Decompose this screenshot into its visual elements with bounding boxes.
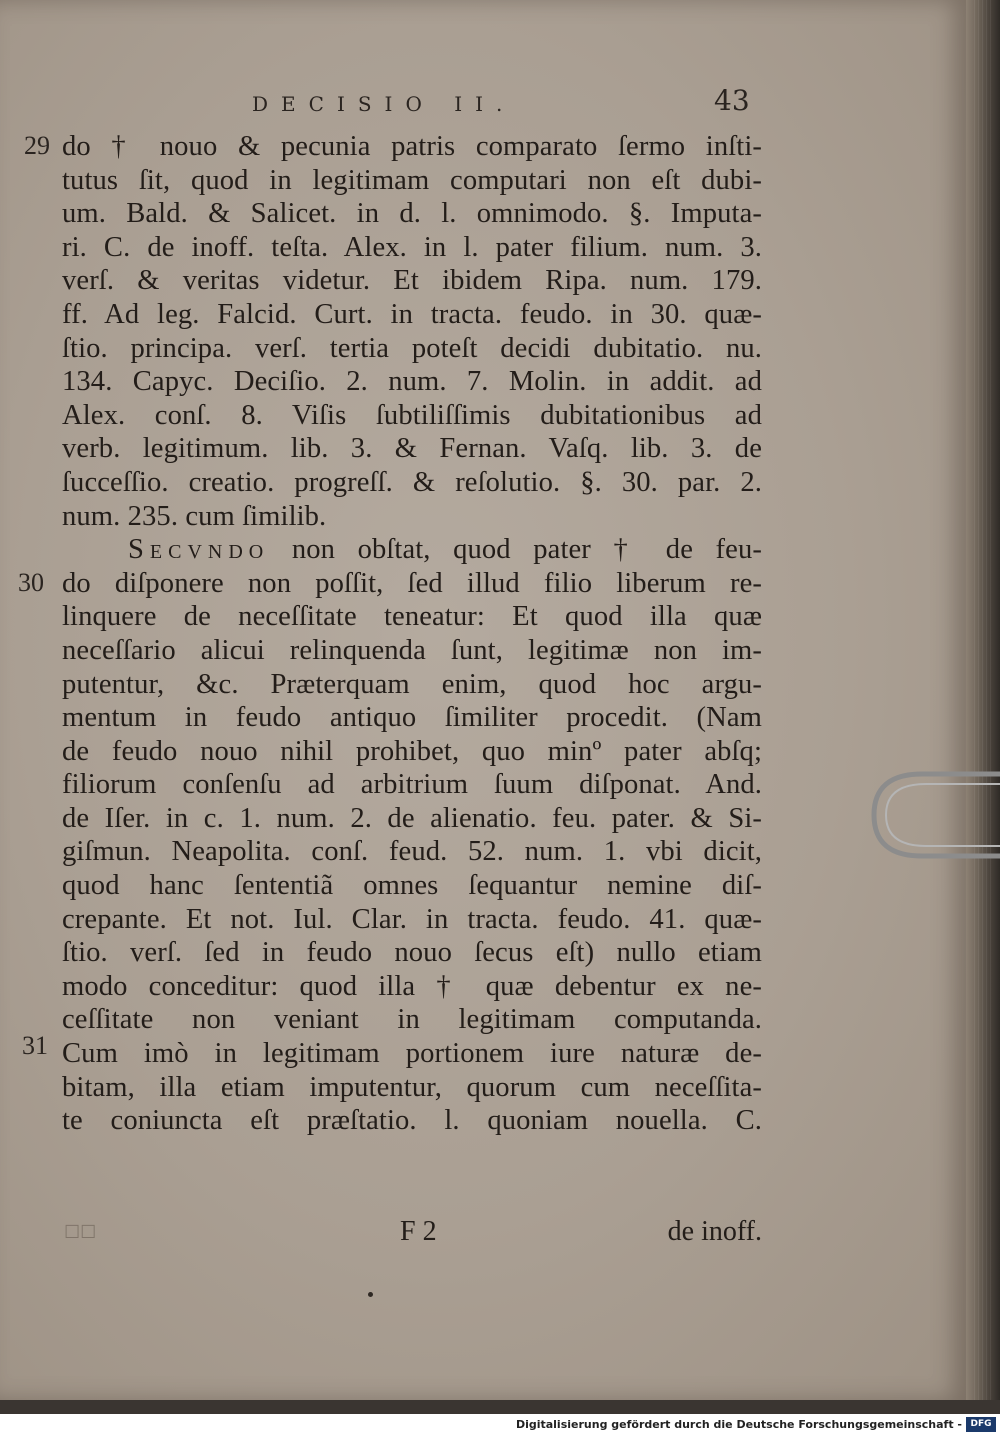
signature-mark: F 2 [400,1216,437,1247]
margin-number-31: 31 [22,1031,48,1060]
digitization-credit-bar [0,1414,1000,1436]
text-line: um. Bald. & Salicet. in d. l. omnimodo. §. Imputa- [62,198,762,230]
text-line: do diſponere non poſſit, ſed illud filio liberum re- [62,567,762,599]
text-line: bitam, illa etiam imputentur, quorum cum neceſſita- [62,1071,762,1103]
text-line: do † nouo & pecunia patris comparato ſermo inſti- [62,131,762,162]
page-number: 43 [714,84,750,117]
text-line: neceſſario alicui relinquenda ſunt, legitimæ non im- [62,634,762,666]
text-line: de Iſer. in c. 1. num. 2. de alienatio. feu. pater. & Si- [62,802,762,834]
paperclip-icon [860,760,1000,870]
text-line: de feudo nouo nihil prohibet, quo minº pater abſq; [62,735,762,767]
smallcaps-opening-word: Secvndo [128,534,270,566]
page-footer [62,1216,762,1256]
running-head: DECISIO II. [252,92,516,116]
text-line: modo conceditur: quod illa † quæ debentur ex ne- [62,970,762,1002]
text-line: te coniuncta eſt præſtatio. l. quoniam nouella. C. [62,1105,762,1137]
credit-text: Digitalisierung gefördert durch die Deutsche Forschungsgemeinschaft - [515,1418,962,1431]
text-line-rest: non obſtat, quod pater † de feu- [291,534,762,566]
text-line: crepante. Et not. Iul. Clar. in tracta. feudo. 41. quæ- [62,903,762,935]
catchword: de inoff. [667,1216,762,1247]
text-line: 134. Capyc. Deciſio. 2. num. 7. Molin. in addit. ad [62,366,762,398]
margin-number-29: 29 [24,131,50,160]
text-line: verb. legitimum. lib. 3. & Fernan. Vaſq. lib. 3. de [62,433,762,465]
body-text [62,130,762,1138]
text-line: verſ. & veritas videtur. Et ibidem Ripa. num. 179. [62,265,762,297]
text-line: ri. C. de inoff. teſta. Alex. in l. pater filium. num. 3. [62,231,762,263]
margin-number-30: 30 [18,568,44,597]
text-line: quod hanc ſententiã omnes ſequantur nemine diſ- [62,870,762,902]
text-line: putentur, &c. Præterquam enim, quod hoc argu- [62,668,762,700]
text-line: ff. Ad leg. Falcid. Curt. in tracta. feudo. in 30. quæ- [62,298,762,330]
text-line: Alex. conſ. 8. Viſis ſubtiliſſimis dubitationibus ad [62,399,762,431]
text-line: filiorum conſenſu ad arbitrium ſuum diſponat. And. [62,769,762,801]
text-line: ſtio. principa. verſ. tertia poteſt decidi dubitatio. nu. [62,332,762,364]
text-line: giſmun. Neapolita. conſ. feud. 52. num. 1. vbi dicit, [62,836,762,868]
text-line: Cum imò in legitimam portionem iure naturæ de- [62,1038,762,1070]
text-line: num. 235. cum ſimilib. [62,500,327,532]
faded-marginal-mark: ☐☐ [64,1222,97,1242]
text-line: ſucceſſio. creatio. progreſſ. & reſolutio. §. 30. par. 2. [62,466,762,498]
page-stack-lines [974,0,994,1400]
text-line: linquere de neceſſitate teneatur: Et quod illa quæ [62,601,762,633]
page-edge-shadow [966,0,1000,1400]
text-line-paragraph-start [62,533,762,567]
text-line: ceſſitate non veniant in legitimam computanda. [62,1004,762,1036]
dfg-logo-icon: DFG [966,1417,996,1432]
text-line: ſtio. verſ. ſed in feudo nouo ſecus eſt) nullo etiam [62,937,762,969]
text-line: tutus ſit, quod in legitimam computari non eſt dubi- [62,164,762,196]
text-line: mentum in feudo antiquo ſimiliter procedit. (Nam [62,702,762,734]
ink-dot [368,1292,373,1297]
